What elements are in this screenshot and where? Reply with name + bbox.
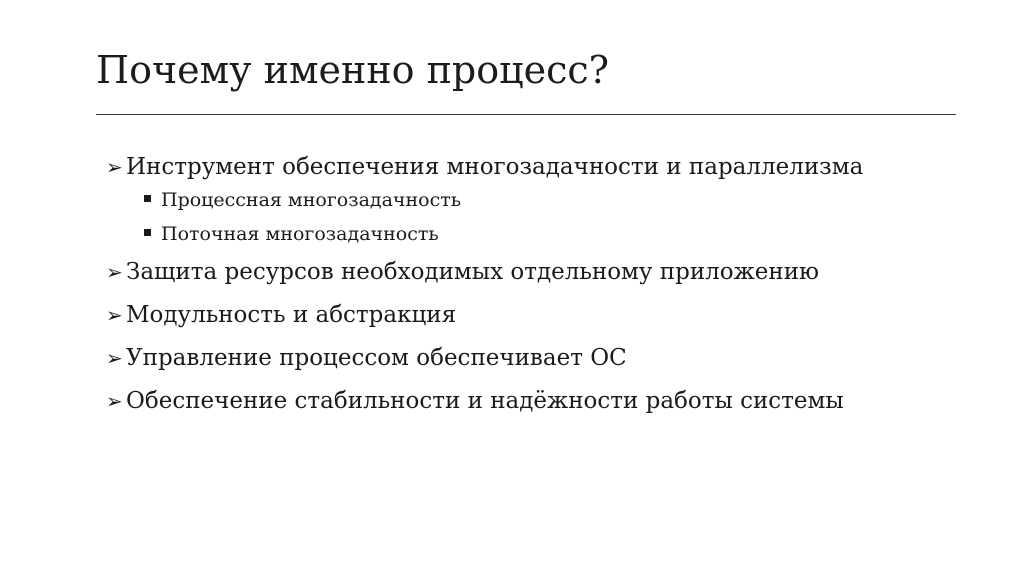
arrow-bullet-icon: ➢ [106,155,123,179]
title-divider [96,114,956,115]
arrow-bullet-icon: ➢ [106,260,123,284]
arrow-bullet-icon: ➢ [106,303,123,327]
square-bullet-icon [144,229,151,236]
bullet-text: Модульность и абстракция [126,302,457,328]
bullet-item [106,300,986,330]
bullet-list [106,152,986,429]
bullet-item [106,152,986,182]
bullet-item [106,386,986,416]
bullet-text: Инструмент обеспечения многозадачности и параллелизма [126,154,864,180]
square-bullet-icon [144,195,151,202]
bullet-item [106,257,986,287]
arrow-bullet-icon: ➢ [106,346,123,370]
sub-bullet-text: Поточная многозадачность [161,223,439,245]
slide-title: Почему именно процесс? [96,48,609,92]
sub-bullet-text: Процессная многозадачность [161,189,462,211]
arrow-bullet-icon: ➢ [106,389,123,413]
bullet-text: Управление процессом обеспечивает ОС [126,345,627,371]
sub-bullet-list [144,188,986,247]
sub-bullet-item [144,188,986,213]
bullet-item [106,343,986,373]
bullet-text: Защита ресурсов необходимых отдельному приложению [126,259,820,285]
sub-bullet-item [144,222,986,247]
bullet-text: Обеспечение стабильности и надёжности работы системы [126,388,844,414]
